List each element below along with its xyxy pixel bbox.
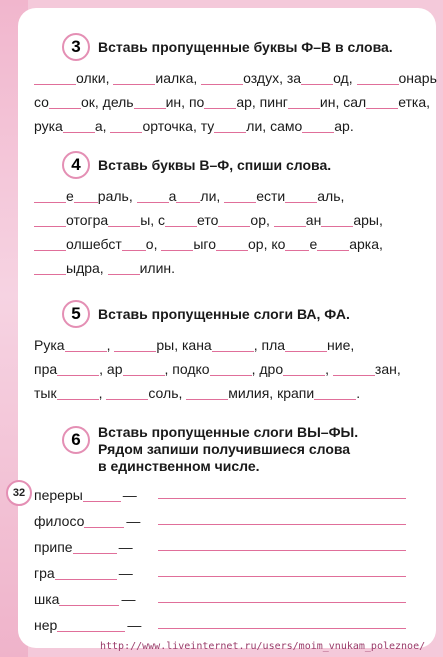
- word-fragment: ли,: [200, 188, 225, 204]
- blank[interactable]: [288, 92, 320, 109]
- task-title-line-3: в единственном числе.: [98, 458, 260, 474]
- blank[interactable]: [113, 68, 155, 85]
- blank[interactable]: [65, 335, 107, 352]
- blank[interactable]: [34, 234, 66, 251]
- task-4: [34, 150, 434, 280]
- blank[interactable]: [34, 210, 66, 227]
- blank[interactable]: [83, 485, 121, 502]
- word-fragment: ли, само: [246, 118, 303, 134]
- blank[interactable]: [114, 335, 156, 352]
- word-fragment: ,: [106, 337, 115, 353]
- word-fragment: ,: [98, 385, 107, 401]
- exercise-line: [34, 208, 434, 232]
- word-fragment: а,: [94, 118, 111, 134]
- exercise-line: [34, 357, 434, 381]
- word-fragment: , пла: [253, 337, 286, 353]
- exercise-line: [34, 114, 434, 138]
- task-title-line-2: Рядом запиши получившиеся слова: [98, 441, 351, 457]
- blank[interactable]: [333, 359, 375, 376]
- word-fragment: ор, ко: [248, 236, 286, 252]
- task-title-line-1: Вставь пропущенные слоги ВЫ–ФЫ.: [98, 424, 359, 440]
- row-dash: —: [127, 617, 142, 633]
- task-number: 3: [62, 33, 90, 61]
- blank[interactable]: [73, 537, 117, 554]
- word-fragment: Рука: [34, 337, 65, 353]
- word-fragment: оздух, за: [243, 70, 302, 86]
- blank[interactable]: [201, 68, 243, 85]
- task-5: [34, 299, 434, 405]
- blank[interactable]: [63, 116, 95, 133]
- word-fragment: ар.: [334, 118, 354, 134]
- word-fragment: е: [66, 188, 74, 204]
- word-fragment: етка,: [398, 94, 431, 110]
- answer-row: [34, 533, 430, 559]
- word-fragment: ыго: [193, 236, 217, 252]
- word-fragment: соль,: [148, 385, 187, 401]
- task-4-lines: [34, 184, 434, 280]
- word-fragment: милия, крапи: [228, 385, 315, 401]
- blank[interactable]: [274, 210, 306, 227]
- word-fragment: о,: [145, 236, 162, 252]
- row-word: переры: [34, 487, 83, 503]
- word-fragment: ок, дель: [80, 94, 134, 110]
- blank[interactable]: [74, 186, 98, 203]
- blank[interactable]: [134, 92, 166, 109]
- exercise-line: [34, 232, 434, 256]
- answer-row: [34, 559, 430, 585]
- blank[interactable]: [186, 383, 228, 400]
- word-fragment: орточка, ту: [142, 118, 215, 134]
- blank[interactable]: [108, 258, 140, 275]
- word-fragment: арка,: [349, 236, 383, 252]
- word-fragment: олшебст: [66, 236, 122, 252]
- task-number: 4: [62, 151, 90, 179]
- blank[interactable]: [321, 210, 353, 227]
- answer-line[interactable]: [158, 550, 406, 551]
- answer-line[interactable]: [158, 576, 406, 577]
- blank[interactable]: [285, 234, 309, 251]
- blank[interactable]: [110, 116, 142, 133]
- word-fragment: тык: [34, 385, 57, 401]
- row-dash: —: [118, 565, 133, 581]
- row-word: гра: [34, 565, 55, 581]
- answer-rows: [34, 481, 430, 637]
- word-fragment: отогра: [66, 212, 109, 228]
- blank[interactable]: [55, 563, 117, 580]
- word-fragment: ыдра,: [66, 260, 108, 276]
- exercise-line: [34, 184, 434, 208]
- task-3: [34, 32, 437, 138]
- blank[interactable]: [123, 359, 165, 376]
- task-6: [34, 424, 434, 637]
- task-title: Вставь буквы В–Ф, спиши слова.: [98, 156, 332, 173]
- blank[interactable]: [301, 68, 333, 85]
- word-fragment: ар, пинг: [236, 94, 288, 110]
- row-dash: —: [121, 591, 136, 607]
- blank[interactable]: [285, 186, 317, 203]
- row-word: филосо: [34, 513, 85, 529]
- row-dash: —: [118, 539, 133, 555]
- answer-row: [34, 481, 430, 507]
- word-fragment: зан,: [374, 361, 401, 377]
- word-fragment: ры, кана: [156, 337, 212, 353]
- exercise-line: [34, 90, 434, 114]
- blank[interactable]: [212, 335, 254, 352]
- exercise-line: [34, 256, 434, 280]
- blank[interactable]: [224, 186, 256, 203]
- blank[interactable]: [214, 116, 246, 133]
- blank[interactable]: [218, 210, 250, 227]
- exercise-line: [34, 381, 434, 405]
- blank[interactable]: [122, 234, 146, 251]
- blank[interactable]: [366, 92, 398, 109]
- word-fragment: ести: [256, 188, 286, 204]
- word-fragment: ары,: [353, 212, 383, 228]
- word-fragment: од,: [333, 70, 357, 86]
- blank[interactable]: [210, 359, 252, 376]
- blank[interactable]: [176, 186, 200, 203]
- row-dash: —: [126, 513, 141, 529]
- blank[interactable]: [137, 186, 169, 203]
- blank[interactable]: [216, 234, 248, 251]
- word-fragment: ин, сал: [319, 94, 367, 110]
- word-fragment: ние,: [327, 337, 355, 353]
- word-fragment: олки,: [76, 70, 114, 86]
- word-fragment: ,: [325, 361, 333, 377]
- blank[interactable]: [314, 383, 356, 400]
- word-fragment: ин, по: [165, 94, 205, 110]
- word-fragment: , дро: [251, 361, 284, 377]
- task-5-lines: [34, 333, 434, 405]
- blank[interactable]: [59, 589, 119, 606]
- answer-row: [34, 585, 430, 611]
- exercise-line: [34, 66, 437, 90]
- task-number: 5: [62, 300, 90, 328]
- word-fragment: а: [168, 188, 177, 204]
- blank[interactable]: [161, 234, 193, 251]
- row-word: припе: [34, 539, 73, 555]
- word-fragment: ор,: [250, 212, 274, 228]
- row-word: шка: [34, 591, 60, 607]
- blank[interactable]: [357, 68, 399, 85]
- blank[interactable]: [317, 234, 349, 251]
- row-dash: —: [122, 487, 137, 503]
- blank[interactable]: [57, 383, 99, 400]
- task-number: 6: [62, 426, 90, 454]
- blank[interactable]: [302, 116, 334, 133]
- blank[interactable]: [108, 210, 140, 227]
- task-title: Вставь пропущенные буквы Ф–В в слова.: [98, 38, 393, 55]
- word-fragment: ы, с: [140, 212, 166, 228]
- word-fragment: пра: [34, 361, 58, 377]
- word-fragment: ето: [197, 212, 219, 228]
- blank[interactable]: [57, 615, 125, 632]
- answer-row: [34, 507, 430, 533]
- answer-line[interactable]: [158, 602, 406, 603]
- watermark-url: http://www.liveinternet.ru/users/moim_vnukam_poleznoe/: [100, 641, 426, 652]
- blank[interactable]: [34, 258, 66, 275]
- word-fragment: , ар: [99, 361, 123, 377]
- answer-line[interactable]: [158, 524, 406, 525]
- word-fragment: со: [34, 94, 49, 110]
- word-fragment: онарь: [398, 70, 437, 86]
- blank[interactable]: [204, 92, 236, 109]
- blank[interactable]: [84, 511, 124, 528]
- word-fragment: е: [309, 236, 318, 252]
- answer-line[interactable]: [158, 628, 406, 629]
- word-fragment: раль,: [97, 188, 137, 204]
- word-fragment: рука: [34, 118, 63, 134]
- task-title: Вставь пропущенные слоги ВА, ФА.: [98, 305, 350, 322]
- blank[interactable]: [285, 335, 327, 352]
- word-fragment: , подко: [164, 361, 210, 377]
- blank[interactable]: [34, 68, 76, 85]
- word-fragment: иалка,: [155, 70, 202, 86]
- word-fragment: ан: [305, 212, 322, 228]
- exercise-line: [34, 333, 434, 357]
- answer-line[interactable]: [158, 498, 406, 499]
- blank[interactable]: [57, 359, 99, 376]
- word-fragment: илин.: [139, 260, 176, 276]
- blank[interactable]: [34, 186, 66, 203]
- blank[interactable]: [106, 383, 148, 400]
- row-word: нер: [34, 617, 58, 633]
- page-number: 32: [6, 480, 32, 506]
- task-3-lines: [34, 66, 437, 138]
- blank[interactable]: [49, 92, 81, 109]
- blank[interactable]: [283, 359, 325, 376]
- blank[interactable]: [165, 210, 197, 227]
- word-fragment: .: [356, 385, 361, 401]
- word-fragment: аль,: [317, 188, 345, 204]
- answer-row: [34, 611, 430, 637]
